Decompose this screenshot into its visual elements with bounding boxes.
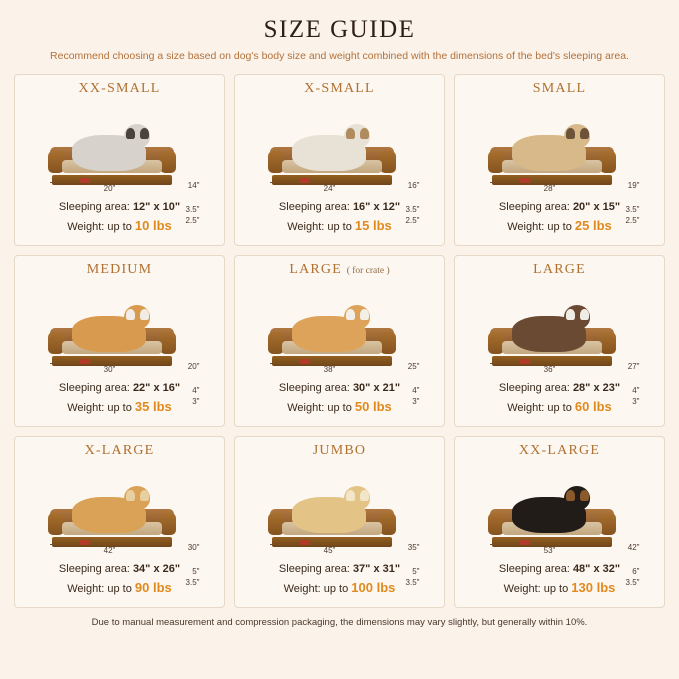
- sleeping-area-label: Sleeping area:: [498, 201, 570, 213]
- page-subtitle: Recommend choosing a size based on dog's body size and weight combined with the dimensions of the bed's sleeping area.: [50, 50, 629, 62]
- weight-label: Weight:: [67, 220, 105, 233]
- dimension-base-height: 3.5": [185, 578, 200, 587]
- weight-qualifier: up to: [107, 401, 132, 414]
- dimension-mid-height: 4": [632, 386, 640, 395]
- sleeping-area-line: [59, 380, 180, 397]
- weight-label: Weight:: [507, 220, 545, 233]
- dimension-mid-height: 3.5": [405, 205, 420, 214]
- size-info: [499, 380, 620, 416]
- size-card-title: [85, 443, 155, 459]
- weight-qualifier: up to: [323, 582, 349, 595]
- dimension-base-height: 2.5": [625, 216, 640, 225]
- dimension-width: 36": [490, 363, 610, 374]
- weight-line: [59, 578, 180, 598]
- dog-illustration: [72, 316, 146, 352]
- size-info: [59, 199, 180, 235]
- sleeping-area-line: [499, 199, 620, 216]
- weight-line: [279, 216, 400, 236]
- size-card-title: [87, 262, 153, 278]
- dimension-back-height: 19": [627, 181, 640, 190]
- dimension-base-height: 3.5": [405, 578, 420, 587]
- sleeping-area-line: [279, 199, 400, 216]
- dimension-mid-height: 5": [412, 567, 420, 576]
- weight-qualifier: up to: [547, 401, 572, 414]
- dimension-mid-height: 6": [632, 567, 640, 576]
- sleeping-area-value: 34" x 26": [132, 563, 181, 575]
- dog-illustration: [72, 135, 146, 171]
- size-name: SMALL: [532, 81, 587, 96]
- weight-qualifier: up to: [107, 220, 132, 233]
- sleeping-area-value: 48" x 32": [572, 563, 621, 575]
- size-card-grid: [14, 74, 665, 608]
- weight-line: [59, 397, 180, 417]
- weight-line: [279, 578, 400, 598]
- dimension-mid-height: 4": [412, 386, 420, 395]
- dimension-base-height: 3": [192, 397, 200, 406]
- size-name: XX-LARGE: [518, 443, 601, 458]
- weight-value: 90 lbs: [134, 579, 172, 595]
- size-name: X-SMALL: [304, 81, 375, 96]
- weight-line: [499, 578, 620, 598]
- weight-line: [279, 397, 400, 417]
- dimension-base-height: 3": [632, 397, 640, 406]
- weight-value: 100 lbs: [351, 579, 396, 595]
- sleeping-area-label: Sleeping area:: [278, 563, 350, 575]
- size-info: [279, 561, 400, 597]
- dog-illustration: [292, 316, 366, 352]
- size-card: [234, 255, 445, 427]
- weight-line: [499, 216, 620, 236]
- dimension-width: 30": [50, 363, 170, 374]
- dimension-mid-height: 4": [192, 386, 200, 395]
- dimension-mid-height: 3.5": [625, 205, 640, 214]
- size-name: LARGE: [533, 262, 586, 277]
- size-card: [454, 436, 665, 608]
- dimension-base-height: 2.5": [405, 216, 420, 225]
- dimension-width: 20": [50, 182, 170, 193]
- dimension-width: 42": [50, 544, 170, 555]
- size-card: [234, 436, 445, 608]
- size-info: [59, 561, 180, 597]
- weight-value: 15 lbs: [354, 217, 392, 233]
- size-info: [499, 561, 620, 597]
- size-info: [499, 199, 620, 235]
- sleeping-area-value: 37" x 31": [352, 563, 401, 575]
- sleeping-area-line: [499, 380, 620, 397]
- weight-qualifier: up to: [543, 582, 569, 595]
- size-card: [14, 255, 225, 427]
- weight-qualifier: up to: [327, 401, 352, 414]
- dimension-width: 24": [270, 182, 390, 193]
- dimension-back-height: 20": [187, 362, 200, 371]
- size-card-title: [289, 262, 389, 278]
- sleeping-area-line: [499, 561, 620, 578]
- size-info: [279, 380, 400, 416]
- sleeping-area-label: Sleeping area:: [58, 201, 130, 213]
- sleeping-area-label: Sleeping area:: [58, 563, 130, 575]
- dimension-base-height: 3": [412, 397, 420, 406]
- sleeping-area-value: 28" x 23": [572, 382, 621, 394]
- weight-value: 130 lbs: [571, 579, 616, 595]
- sleeping-area-label: Sleeping area:: [278, 201, 350, 213]
- size-name: XX-SMALL: [78, 81, 161, 96]
- sleeping-area-label: Sleeping area:: [58, 382, 130, 394]
- sleeping-area-value: 22" x 16": [132, 382, 181, 394]
- size-note: ( for crate ): [346, 266, 390, 276]
- dimension-width: 38": [270, 363, 390, 374]
- weight-label: Weight:: [67, 582, 105, 595]
- size-card-title: [533, 262, 586, 278]
- weight-line: [499, 397, 620, 417]
- dimension-base-height: 2.5": [185, 216, 200, 225]
- sleeping-area-value: 30" x 21": [352, 382, 401, 394]
- weight-label: Weight:: [67, 401, 105, 414]
- weight-value: 35 lbs: [134, 398, 172, 414]
- size-name: LARGE: [289, 262, 342, 277]
- dimension-base-height: 3.5": [625, 578, 640, 587]
- dimension-mid-height: 5": [192, 567, 200, 576]
- size-info: [59, 380, 180, 416]
- size-name: MEDIUM: [86, 262, 153, 277]
- size-card: [14, 74, 225, 246]
- size-card: [234, 74, 445, 246]
- weight-label: Weight:: [507, 401, 545, 414]
- size-card: [14, 436, 225, 608]
- size-card: [454, 74, 665, 246]
- size-card: [454, 255, 665, 427]
- dimension-mid-height: 3.5": [185, 205, 200, 214]
- size-card-title: [313, 443, 366, 459]
- weight-qualifier: up to: [547, 220, 572, 233]
- size-card-title: [304, 81, 375, 97]
- size-card-title: [533, 81, 586, 97]
- weight-qualifier: up to: [107, 582, 132, 595]
- dimension-back-height: 14": [187, 181, 200, 190]
- weight-label: Weight:: [503, 582, 541, 595]
- dimension-back-height: 30": [187, 543, 200, 552]
- dog-illustration: [292, 497, 366, 533]
- dog-illustration: [72, 497, 146, 533]
- footer-note: Due to manual measurement and compression packaging, the dimensions may vary slightly, but generally within 10%.: [91, 617, 588, 628]
- sleeping-area-label: Sleeping area:: [498, 563, 570, 575]
- dog-illustration: [292, 135, 366, 171]
- sleeping-area-value: 20" x 15": [572, 201, 621, 213]
- dimension-back-height: 27": [627, 362, 640, 371]
- weight-value: 10 lbs: [134, 217, 172, 233]
- sleeping-area-value: 16" x 12": [352, 201, 401, 213]
- dog-illustration: [512, 135, 586, 171]
- size-name: JUMBO: [312, 443, 367, 458]
- dimension-back-height: 35": [407, 543, 420, 552]
- sleeping-area-line: [59, 199, 180, 216]
- size-name: X-LARGE: [84, 443, 155, 458]
- dimension-back-height: 25": [407, 362, 420, 371]
- dimension-back-height: 42": [627, 543, 640, 552]
- weight-label: Weight:: [287, 220, 325, 233]
- dog-illustration: [512, 316, 586, 352]
- page-title: SIZE GUIDE: [263, 16, 416, 43]
- weight-qualifier: up to: [327, 220, 352, 233]
- weight-value: 25 lbs: [574, 217, 612, 233]
- sleeping-area-line: [279, 380, 400, 397]
- size-info: [279, 199, 400, 235]
- size-card-title: [519, 443, 600, 459]
- dimension-back-height: 16": [407, 181, 420, 190]
- weight-value: 60 lbs: [574, 398, 612, 414]
- sleeping-area-label: Sleeping area:: [278, 382, 350, 394]
- sleeping-area-line: [279, 561, 400, 578]
- dog-illustration: [512, 497, 586, 533]
- weight-label: Weight:: [283, 582, 321, 595]
- size-card-title: [79, 81, 161, 97]
- weight-label: Weight:: [287, 401, 325, 414]
- sleeping-area-label: Sleeping area:: [498, 382, 570, 394]
- sleeping-area-value: 12" x 10": [132, 201, 181, 213]
- dimension-width: 53": [490, 544, 610, 555]
- weight-line: [59, 216, 180, 236]
- dimension-width: 45": [270, 544, 390, 555]
- dimension-width: 28": [490, 182, 610, 193]
- weight-value: 50 lbs: [354, 398, 392, 414]
- sleeping-area-line: [59, 561, 180, 578]
